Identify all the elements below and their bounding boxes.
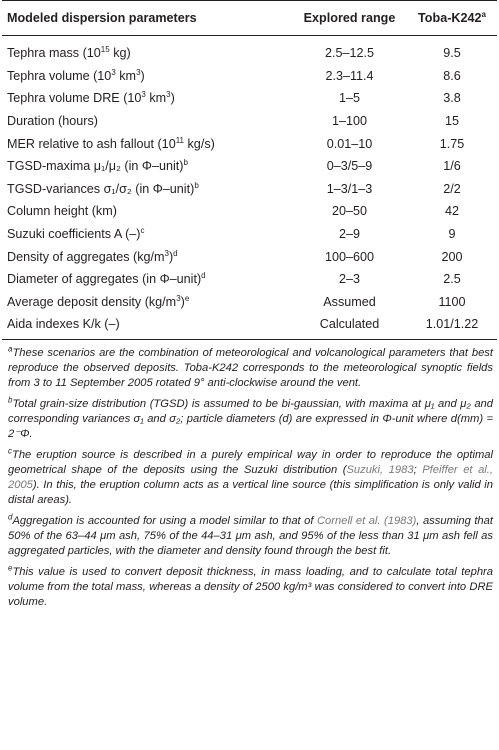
toba-k242-value: 9 [448,227,456,242]
parameter-name: Suzuki coefficients A $(-)^c$ [7,225,145,242]
parameter-name: Tephra mass ($10^{15}$ kg) [7,45,131,61]
parameter-name: TGSD-maxima μ₁/μ₂ (in Φ–unit)$^b$ [7,158,188,174]
table-row [2,245,497,268]
header-explored-range: Explored range [292,1,407,36]
explored-range-value: 0.01–10 [326,136,373,151]
citation-cornell[interactable]: Cornell et al. (1983) [316,514,417,527]
explored-range-value: 1–5 [338,91,360,106]
citation-pfeiffer[interactable]: Pfeiffer et al., 2005 [8,463,493,491]
table-row [2,291,497,314]
toba-k242-value: 9.5 [443,46,461,61]
toba-k242-value: 2/2 [443,181,461,196]
table-row [2,155,497,178]
explored-range-value: 1–3/1–3 [326,181,373,196]
table-row [2,178,497,201]
explored-range-value: Assumed [323,294,376,309]
toba-k242-value: 1.01/1.22 [407,313,497,339]
table-row [2,268,497,291]
explored-range-value: 0–3/5–9 [326,159,373,174]
parameters-table [2,0,497,340]
table-header [2,1,497,36]
toba-k242-value: 3.8 [443,91,461,106]
explored-range-value: 2–9 [338,227,360,242]
footnote-a: $^a$These scenarios are the combination of meteorological and volcanological parameters that best reproduce the observed deposits. Toba-K242 corresponds to the meteorological synoptic fields from 3 to 11 September 2005 rotated 9° anti-clockwise around the vent. [8,343,493,389]
toba-k242-value: 200 [441,249,463,264]
citation-suzuki[interactable]: Suzuki, 1983 [346,463,414,476]
parameter-name: MER relative to ash fallout ($10^{11}$ kg/s) [7,135,215,151]
header-toba-k242: Toba-K242$^a$ [407,1,497,36]
toba-k242-value: 15 [444,114,459,129]
table-row [2,65,497,88]
parameter-name: Column height (km) [7,204,117,219]
table-row [2,200,497,223]
parameter-name: Tephra volume ($10^3$ $km^3$) [7,67,145,83]
footnote-c: $^c$The eruption source is described in a purely empirical way in order to reproduce the optimal geometrical shape of the deposits using the Suzuki distribution (Suzuki, 1983; Pfeiffer et al., 2005). In this, the eruption column acts as a vertical line source (this simplification is only valid in distal areas). [8,445,493,506]
toba-k242-value: 1100 [438,294,466,309]
parameter-name: Density of aggregates $(kg/m^3)^d$ [7,248,178,264]
toba-k242-value: 1/6 [443,159,461,174]
footnotes [2,343,497,610]
table-row [2,87,497,110]
explored-range-value: 2.3–11.4 [325,68,374,83]
table-row [2,132,497,155]
toba-k242-value: 1.75 [439,136,465,151]
footnote-b: $^b$Total grain-size distribution (TGSD) is assumed to be bi-gaussian, with maxima at μ₁ and μ₂ and corresponding variances σ₁ and σ₂; particle diameters (d) are expressed in Φ-unit where d(mm) = 2⁻Φ. [8,394,493,440]
parameter-name: Tephra volume DRE ($10^3$ $km^3$) [7,90,175,106]
table-body [2,36,497,340]
explored-range-value: 2.5–12.5 [324,46,375,61]
table-row [2,36,497,65]
table-row [2,223,497,246]
parameter-name: TGSD-variances σ₁/σ₂ (in Φ–unit)$^b$ [7,180,199,196]
toba-k242-value: 42 [444,204,459,219]
parameter-name: Average deposit density $(kg/m^3)^e$ [7,293,190,309]
parameter-name: Duration (hours) [7,114,98,129]
explored-range-value: 20–50 [331,204,368,219]
explored-range-value: 1–100 [331,114,368,129]
explored-range-value: Calculated [292,313,407,339]
table-row [2,313,497,339]
footnote-e: $^e$This value is used to convert deposit thickness, in mass loading, and to calculate total tephra volume from the total mass, whereas a density of 2500 kg/m³ was considered to convert into DRE volume. [8,562,493,608]
footnote-d: $^d$Aggregation is accounted for using a model similar to that of Cornell et al. (1983), assuming that 50% of the 63–44 μm ash, 75% of the 44–31 μm ash, and 95% of the less than 31 μm ash fell as aggregated particles, with the diameter and density found through the best fit. [8,511,493,557]
explored-range-value: 2–3 [338,272,360,287]
header-parameters: Modeled dispersion parameters [2,1,292,36]
toba-k242-value: 2.5 [443,272,461,287]
parameter-name: Diameter of aggregates (in Φ–unit)$^d$ [7,271,206,287]
parameter-name: Aida indexes K/k (–) [2,313,292,339]
table-row [2,110,497,133]
explored-range-value: 100–600 [324,249,375,264]
toba-k242-value: 8.6 [443,68,461,83]
